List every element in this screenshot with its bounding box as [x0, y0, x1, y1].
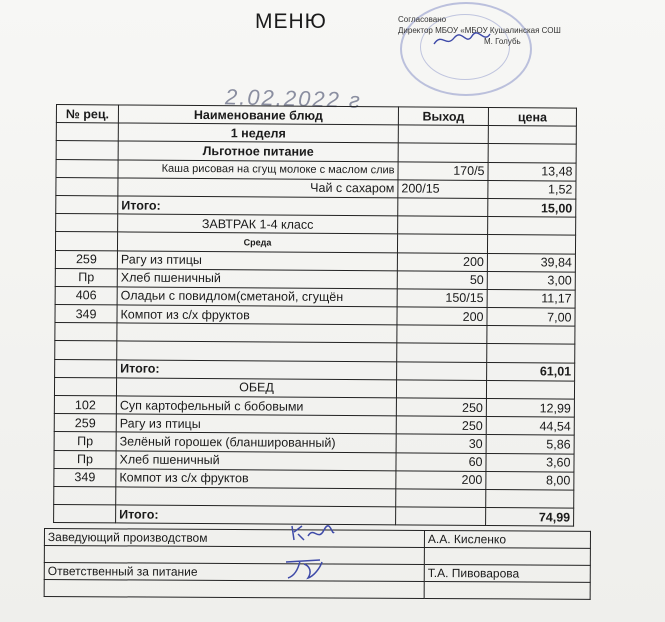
dish-price: 12,99: [486, 399, 574, 418]
responsible-signature: [280, 556, 326, 582]
dish-price: 3,60: [486, 453, 574, 472]
dish-name: Зелёный горошек (бланшированный): [116, 432, 396, 452]
dish-name: Хлеб пшеничный: [117, 269, 397, 289]
dish-output: 30: [396, 434, 486, 453]
day-label: Среда: [117, 232, 397, 252]
responsible-label: Ответственный за питание: [44, 563, 424, 582]
week-label: 1 неделя: [118, 123, 398, 143]
recipe-number: 102: [54, 395, 116, 414]
dish-name: Чай с сахаром: [118, 178, 398, 198]
dish-name: Каша рисовая на сгущ молоке с маслом слив: [118, 159, 398, 179]
dish-output: 250: [396, 398, 486, 417]
menu-table: [53, 104, 577, 527]
page-title: МЕНЮ: [255, 10, 327, 33]
dish-price: 1,52: [488, 180, 576, 199]
empty-row: [44, 580, 590, 600]
dish-price: 3,00: [487, 271, 575, 290]
dish-output: 200: [397, 307, 487, 326]
dish-name: Рагу из птицы: [117, 250, 397, 270]
dish-output: 250: [396, 416, 486, 435]
recipe-number: Пр: [54, 450, 116, 469]
dish-price: 5,86: [486, 435, 574, 454]
approval-line-1: Согласовано: [398, 15, 447, 24]
col-header-dish: Наименование блюд: [118, 105, 398, 125]
dish-name: Хлеб пшеничный: [116, 450, 396, 470]
lunch-title: ОБЕД: [116, 378, 396, 398]
breakfast-total: 61,01: [487, 362, 575, 381]
recipe-number: 406: [55, 286, 117, 305]
recipe-number: 349: [55, 305, 117, 324]
col-header-price: цена: [488, 108, 576, 127]
approval-line-2: Директор МБОУ «МБОУ Кушалинская СОШ: [398, 26, 561, 35]
dish-output: 170/5: [398, 161, 488, 180]
recipe-number: Пр: [55, 268, 117, 287]
dish-name: Оладьи с повидлом(сметаной, сгущён: [117, 287, 397, 307]
dish-output: 50: [397, 271, 487, 290]
dish-price: 39,84: [487, 253, 575, 272]
dish-output: 60: [396, 452, 486, 471]
dish-price: 7,00: [487, 308, 575, 327]
section-privileged: Льготное питание: [118, 141, 398, 161]
col-header-recipe: № рец.: [56, 105, 118, 124]
dish-output: 200: [396, 471, 486, 490]
dish-price: 44,54: [486, 417, 574, 436]
dish-output: 150/15: [397, 289, 487, 308]
lunch-total: 74,99: [486, 508, 574, 527]
total-label: Итого:: [117, 360, 397, 380]
dish-price: 13,48: [488, 162, 576, 181]
dish-name: Компот из с/х фруктов: [117, 305, 397, 325]
breakfast-title: ЗАВТРАК 1-4 класс: [118, 214, 398, 234]
manager-signature: [288, 522, 336, 544]
col-header-output: Выход: [398, 107, 488, 126]
dish-name: Компот из с/х фруктов: [116, 469, 396, 489]
total-label: Итого:: [116, 505, 396, 525]
recipe-number: Пр: [54, 432, 116, 451]
dish-output: 200: [397, 252, 487, 271]
dish-name: Рагу из птицы: [116, 414, 396, 434]
recipe-number: 349: [54, 468, 116, 487]
recipe-number: 259: [54, 414, 116, 433]
responsible-name: Т.А. Пивоварова: [424, 564, 590, 582]
dish-output: 200/15: [398, 180, 488, 199]
director-signature: [432, 30, 492, 50]
recipe-number: 259: [55, 250, 117, 269]
manager-label: Заведующий производством: [44, 529, 424, 548]
dish-name: Суп картофельный с бобовыми: [116, 396, 396, 416]
approval-line-3: М. Голубь: [484, 37, 521, 46]
total-label: Итого:: [118, 196, 398, 216]
dish-price: 8,00: [486, 471, 574, 490]
manager-name: А.А. Кисленко: [424, 530, 590, 548]
dish-price: 11,17: [487, 289, 575, 308]
privileged-total: 15,00: [488, 198, 576, 217]
handwritten-date: 2.02.2022 г: [224, 84, 363, 113]
